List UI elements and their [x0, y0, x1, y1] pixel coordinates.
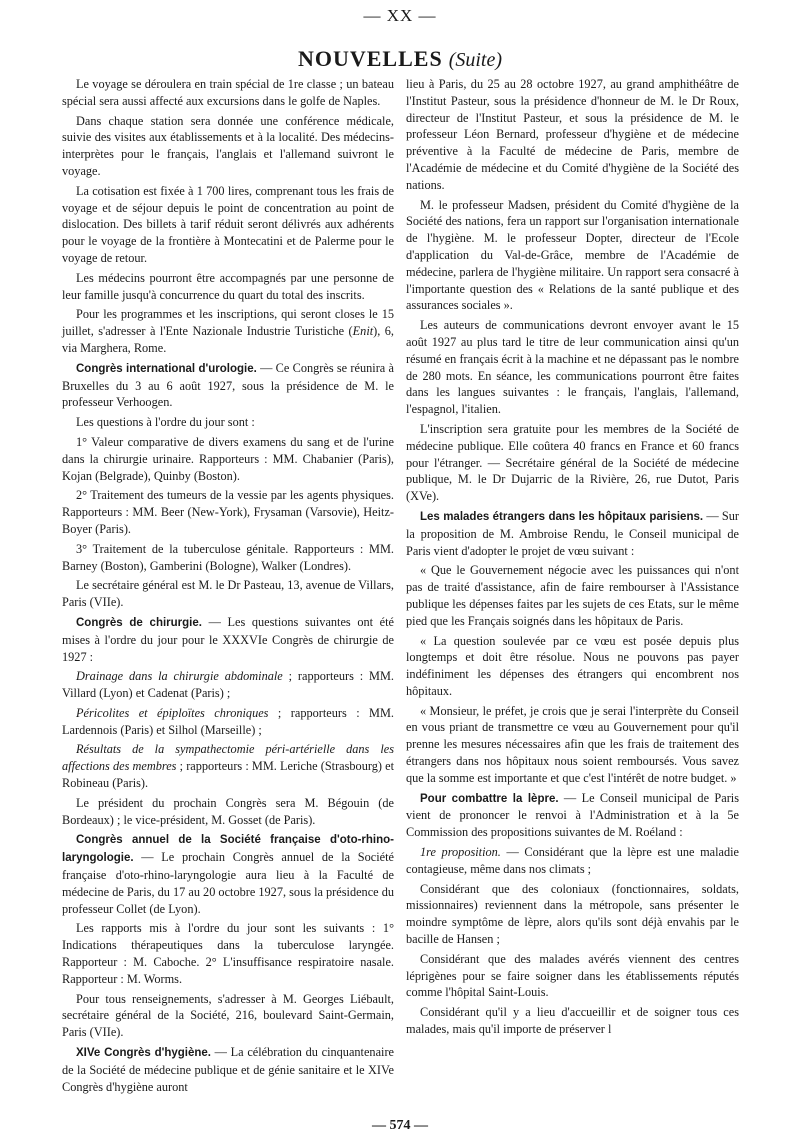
news-heading: Congrès international d'urologie.	[76, 362, 257, 375]
paragraph: M. le professeur Madsen, président du Comité d'hygiène de la Société des nations, fera un rapport sur l'organisation internationale de l'hygiène. M. le professeur Dopter, directeur de l'Ecole d'application du Val-de-Grâce, membre de l'Académie de médecine, parlera de l'hygiène militaire. Un rapport sera consacré à l'importante question des « Relations de la santé publique et des assurances sociales ».	[406, 197, 739, 313]
paragraph: « La question soulevée par ce vœu est posée depuis plus longtemps et doit être résolue. Nous ne pouvons pas payer indéfiniment les dépenses des étrangers qui encombrent nos hôpitaux.	[406, 633, 739, 698]
paragraph: La cotisation est fixée à 1 700 lires, comprenant tous les frais de voyage et de séjour depuis le point de concentration au point de dislocation. Des billets à tarif réduit seront délivrés aux adhérents pour le voyage de la frontière à Montecatini et de Palerme pour le voyage de retour.	[62, 183, 394, 265]
paragraph: Les rapports mis à l'ordre du jour sont les suivants : 1° Indications thérapeutiques dans la tuberculose laryngée. Rapporteur : M. Caboche. 2° L'insuffisance respiratoire nasale. Rapporteur : M. Worms.	[62, 921, 394, 986]
news-item	[62, 1044, 394, 1095]
paragraph: L'inscription sera gratuite pour les membres de la Société de médecine publique. Elle coûtera 40 francs en France et 60 francs pour l'étranger. — Secrétaire général de la Société de médecine publique, M. le Dr Dujarric de la Rivière, 26, rue Dutot, Paris (XVe).	[406, 421, 739, 504]
news-body: — Les questions suivantes ont été mises à l'ordre du jour pour le XXXVIe Congrès de chirurgie de 1927 :	[62, 614, 394, 664]
news-heading: XIVe Congrès d'hygiène.	[76, 1047, 211, 1060]
paragraph: Considérant que des coloniaux (fonctionnaires, soldats, missionnaires) reviennent dans la métropole, sans présenter le moindre symptôme de lèpre, alors qu'ils sont déjà envahis par le bacille de Hansen ;	[406, 881, 739, 947]
paragraph: Les auteurs de communications devront envoyer avant le 15 août 1927 au plus tard le titre de leur communication ainsi qu'un résumé en français écrit à la machine et ne dépassant pas le nombre de 280 mots. En séance, les communications pourront être faites dans les langues suivantes : le français, l'anglais, l'allemand, l'espagnol, l'italien.	[406, 318, 739, 417]
text-run-italic: Résultats de la sympathectomie péri-artérielle dans les affections des membres	[62, 742, 394, 774]
news-body: — Ce Congrès se réunira à Bruxelles du 3 au 6 août 1927, sous la présidence de M. le professeur Verhoogen.	[62, 360, 394, 410]
paragraph: 1° Valeur comparative de divers examens du sang et de l'urine dans la chirurgie urinaire. Rapporteurs : MM. Chabanier (Paris), Kojan (Belgrade), Quinby (Boston).	[62, 434, 394, 483]
paragraph: Pour tous renseignements, s'adresser à M. Georges Liébault, secrétaire général de la Société, 216, boulevard Saint-Germain, Paris (VIIe).	[62, 991, 394, 1040]
news-heading: Congrès annuel de la Société française d'oto-rhino-laryngologie.	[62, 834, 394, 865]
news-heading: Les malades étrangers dans les hôpitaux parisiens.	[420, 510, 704, 523]
paragraph: Le voyage se déroulera en train spécial de 1re classe ; un bateau spécial sera aussi affecté aux excursions dans le golfe de Naples.	[62, 77, 394, 108]
right-column	[406, 76, 739, 1041]
text-run: ), 6, via Marghera, Rome.	[62, 324, 394, 355]
paragraph	[62, 741, 394, 791]
news-body: — Le prochain Congrès annuel de la Société française d'oto-rhino-laryngologie aura lieu à la Faculté de médecine de Paris, du 17 au 20 octobre 1927, sous la présidence du professeur Collet (de Lyon).	[62, 850, 394, 916]
paragraph: « Monsieur, le préfet, je crois que je serai l'interprète du Conseil en vous priant de transmettre ce vœu au Gouvernement pour qu'il prenne les mesures nécessaires afin que les frais de traitement des étrangers dans nos hôpitaux nous soient remboursés. Vous savez que la somme est importante et que c'est l'intérêt de notre budget. »	[406, 703, 739, 785]
page-roman-numeral: — XX —	[363, 6, 437, 25]
paragraph: Dans chaque station sera donnée une conférence médicale, suivie des visites aux établissements et à la localité. Des médecins-interprètes pour le français, l'anglais et l'allemand suivront le voyage.	[62, 113, 394, 178]
news-item	[406, 508, 739, 559]
text-run: — Considérant que la lèpre est une maladie contagieuse, même dans nos climats ;	[406, 845, 739, 876]
paragraph: 3° Traitement de la tuberculose génitale. Rapporteurs : MM. Barney (Boston), Gamberini (Bologne), Walker (Londres).	[62, 541, 394, 573]
news-item	[62, 360, 394, 411]
paragraph	[406, 844, 739, 878]
news-item	[406, 790, 739, 841]
news-body: — La célébration du cinquantenaire de la Société de médecine publique et de génie sanitaire et le XIVe Congrès d'hygiène auront	[62, 1045, 394, 1094]
text-run: ; rapporteurs : MM. Lardennois (Paris) et Silhol (Marseille) ;	[62, 705, 394, 737]
text-run: Pour les programmes et les inscriptions, qui seront closes le 15 juillet, s'adresser à l'Ente Nazionale Industrie Turistiche (	[62, 307, 394, 339]
title-main: NOUVELLES	[297, 46, 443, 71]
paragraph: Considérant qu'il y a lieu d'accueillir et de soigner tous ces malades, mais qu'il importe de préserver l	[406, 1005, 739, 1037]
paragraph: « Que le Gouvernement négocie avec les puissances qui n'ont pas de traité d'assistance, afin de faire rembourser à l'Assistance publique les dépenses faites par les sujets de ces Etats, sur le même pied que les Français soignés dans les hôpitaux de Paris.	[406, 563, 739, 628]
paragraph	[62, 306, 394, 356]
text-run-italic: Drainage dans la chirurgie abdominale	[76, 669, 283, 684]
news-heading: Congrès de chirurgie.	[76, 616, 202, 629]
paragraph: lieu à Paris, du 25 au 28 octobre 1927, au grand amphithéâtre de l'Institut Pasteur, sous la présidence d'honneur de M. le Dr Roux, directeur de l'Institut Pasteur, et sous la présidence de M. le professeur Léon Bernard, professeur d'hygiène et de médecine préventive à la Faculté de médecine de Paris, membre de l'Académie de médecine et du Comité d'hygiène de la Société des nations.	[406, 77, 739, 192]
news-item	[62, 614, 394, 665]
text-run: ; rapporteurs : MM. Villard (Lyon) et Cadenat (Paris) ;	[62, 669, 394, 701]
paragraph: Le secrétaire général est M. le Dr Pasteau, 13, avenue de Villars, Paris (VIIe).	[62, 578, 394, 610]
paragraph: Les questions à l'ordre du jour sont :	[76, 415, 255, 430]
news-body: — Le Conseil municipal de Paris vient de prononcer le renvoi à l'Administration et à la 5e Commission des propositions suivantes de M. Roéland :	[406, 790, 739, 840]
left-column	[62, 76, 394, 1098]
page-title	[0, 46, 800, 75]
paragraph: Les médecins pourront être accompagnés par une personne de leur famille jusqu'à concurrence du quart du total des inscrits.	[62, 270, 394, 302]
text-run: ; rapporteurs : MM. Leriche (Strasbourg) et Robineau (Paris).	[62, 759, 395, 791]
news-heading: Pour combattre la lèpre.	[420, 792, 559, 805]
paragraph	[62, 668, 394, 702]
news-item	[62, 831, 394, 917]
paragraph	[62, 705, 394, 739]
paragraph: Le président du prochain Congrès sera M. Bégouin (de Bordeaux) ; le vice-président, M. Gosset (de Paris).	[62, 795, 394, 827]
text-run-italic: Péricolites et épiploïtes chroniques	[76, 705, 269, 720]
paragraph: Considérant que des malades avérés viennent des centres léprigènes pour se faire soigner dans les établissements réputés comme l'hôpital Saint-Louis.	[406, 951, 739, 1000]
paragraph: 2° Traitement des tumeurs de la vessie par les agents physiques. Rapporteurs : MM. Beer (New-York), Frysaman (Varsovie), Heitz-Boyer (Paris).	[62, 488, 394, 536]
text-run-italic: 1re proposition.	[420, 845, 501, 860]
page-number: — 574 —	[372, 1118, 428, 1133]
title-suffix: (Suite)	[448, 49, 503, 71]
text-run-italic: Enit	[352, 324, 374, 339]
news-body: — Sur la proposition de M. Ambroise Rendu, le Conseil municipal de Paris vient d'adopter le projet de vœu suivant :	[406, 508, 739, 558]
